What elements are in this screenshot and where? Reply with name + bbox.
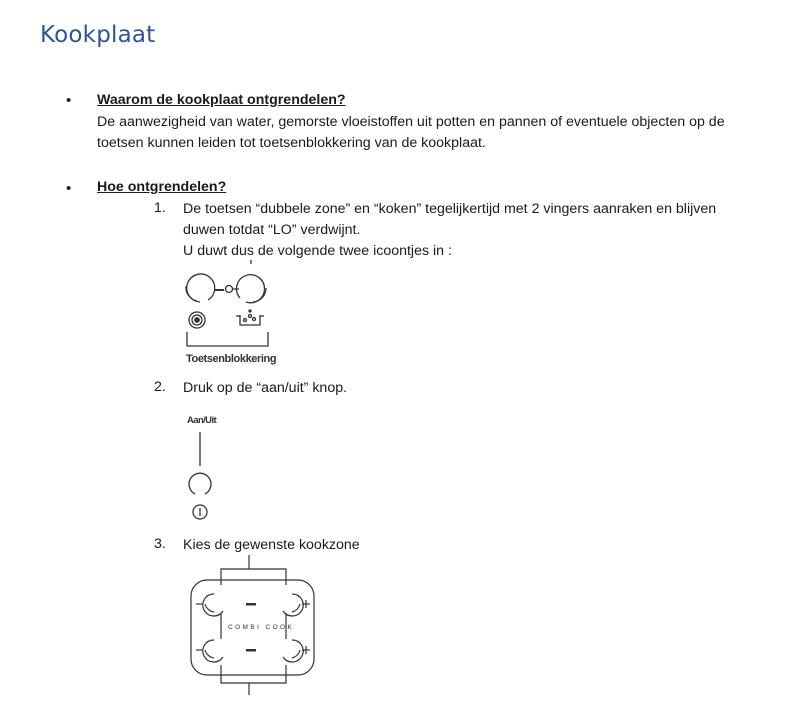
power-figure (182, 410, 232, 525)
step-number: 1. (154, 200, 166, 216)
zone-top-left (196, 594, 223, 616)
double-zone-icon (189, 312, 205, 328)
section-heading-why: Waarom de kookplaat ontgrendelen? (97, 92, 346, 108)
power-icon (193, 505, 207, 519)
figure-label: Toetsenblokkering (186, 353, 277, 365)
cooking-zones-icon (188, 555, 318, 695)
step-text-line: duwen totdat “LO” verdwijnt. (183, 222, 361, 238)
step-number: 3. (154, 536, 166, 552)
zone-bottom-left (196, 640, 223, 662)
step-text-line: Kies de gewenste kookzone (183, 537, 360, 553)
step-text-line: U duwt dus de volgende twee icoontjes in : (183, 243, 452, 259)
section-body-line: toetsen kunnen leiden tot toetsenblokkering van de kookplaat. (97, 135, 486, 151)
minus-bottom (246, 649, 256, 652)
figure-label: Aan/Uit (187, 415, 217, 426)
zone-top-right (283, 594, 310, 616)
bullet-icon: • (66, 180, 72, 197)
step-number: 2. (154, 379, 166, 395)
key-lock-figure (178, 258, 278, 368)
zone-bottom-right (283, 640, 310, 662)
bullet-icon: • (66, 92, 72, 109)
step-text-line: Druk op de “aan/uit” knop. (183, 380, 348, 396)
bracket (187, 332, 268, 346)
minus-top (246, 603, 256, 606)
section-body-line: De aanwezigheid van water, gemorste vloeistoffen uit potten en pannen of eventuele objecten op de (97, 114, 725, 130)
power-button-arc (189, 473, 211, 494)
figure-label: COMBI COOK (228, 624, 295, 631)
section-heading-how: Hoe ontgrendelen? (97, 179, 227, 195)
page-title: Kookplaat (40, 22, 156, 48)
cooking-pot-icon (236, 310, 264, 325)
step-text-line: De toetsen “dubbele zone” en “koken” tegelijkertijd met 2 vingers aanraken en blijven (183, 201, 717, 217)
